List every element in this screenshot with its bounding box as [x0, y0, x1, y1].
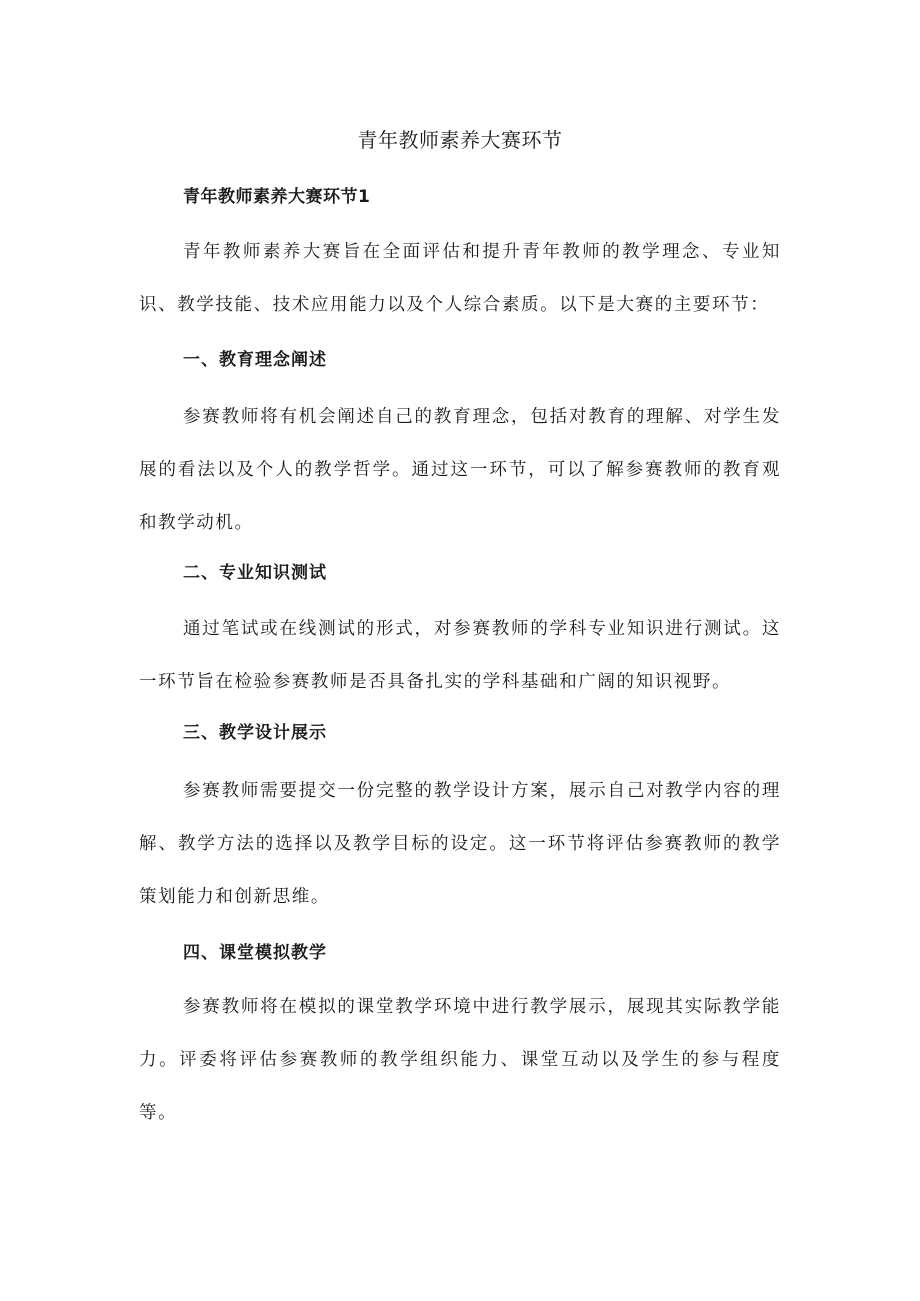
- document-subtitle: 青年教师素养大赛环节1: [183, 187, 371, 207]
- section-heading-knowledge-test: 二、专业知识测试: [183, 563, 327, 583]
- document-title: 青年教师素养大赛环节: [357, 128, 563, 152]
- section-body-mock-teaching: 参赛教师将在模拟的课堂教学环境中进行教学展示，展现其实际教学能力。评委将评估参赛教师的教学组织能力、课堂互动以及学生的参与程度等。: [139, 997, 781, 1123]
- section-heading-philosophy: 一、教育理念阐述: [183, 350, 327, 370]
- intro-paragraph: 青年教师素养大赛旨在全面评估和提升青年教师的教学理念、专业知识、教学技能、技术应用能力以及个人综合素质。以下是大赛的主要环节：: [139, 242, 781, 315]
- section-body-philosophy: 参赛教师将有机会阐述自己的教育理念，包括对教育的理解、对学生发展的看法以及个人的教学哲学。通过这一环节，可以了解参赛教师的教育观和教学动机。: [139, 407, 781, 533]
- section-heading-mock-teaching: 四、课堂模拟教学: [183, 943, 327, 963]
- section-body-knowledge-test: 通过笔试或在线测试的形式，对参赛教师的学科专业知识进行测试。这一环节旨在检验参赛教师是否具备扎实的学科基础和广阔的知识视野。: [139, 619, 781, 692]
- section-body-teaching-design: 参赛教师需要提交一份完整的教学设计方案，展示自己对教学内容的理解、教学方法的选择以及教学目标的设定。这一环节将评估参赛教师的教学策划能力和创新思维。: [139, 781, 781, 907]
- section-heading-teaching-design: 三、教学设计展示: [183, 723, 327, 743]
